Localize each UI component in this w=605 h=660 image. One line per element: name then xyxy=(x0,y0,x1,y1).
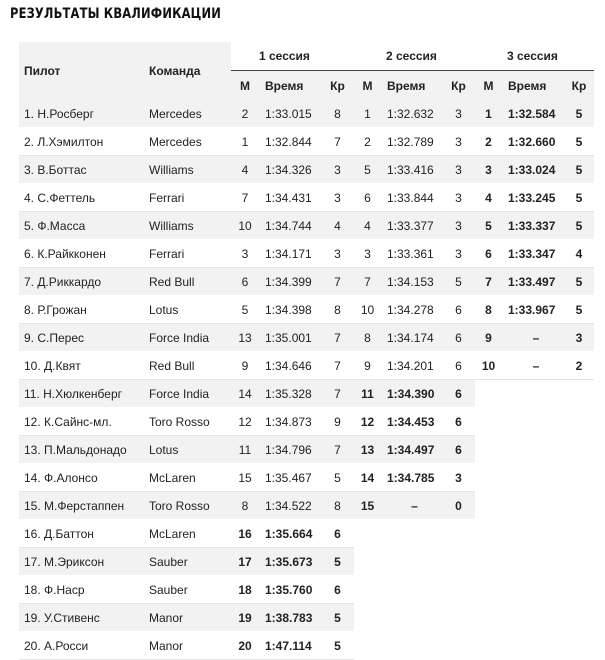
s3-laps-header: Кр xyxy=(564,71,594,101)
table-row xyxy=(19,324,594,352)
s3-laps: 5 xyxy=(564,268,594,296)
s2-laps: 3 xyxy=(442,240,475,268)
s3-time: 1:33.497 xyxy=(502,268,564,296)
s1-position: 17 xyxy=(231,548,259,576)
table-row xyxy=(19,492,594,520)
empty-cell xyxy=(442,632,475,660)
s1-laps: 6 xyxy=(321,520,354,548)
team-name: Ferrari xyxy=(144,184,231,212)
s1-position: 6 xyxy=(231,268,259,296)
s1-time: 1:34.522 xyxy=(259,492,321,520)
s2-position: 14 xyxy=(354,464,381,492)
s3-position: 1 xyxy=(475,100,502,128)
s1-position: 12 xyxy=(231,408,259,436)
team-name: Red Bull xyxy=(144,268,231,296)
table-row xyxy=(19,184,594,212)
s1-laps: 7 xyxy=(321,128,354,156)
s1-position: 13 xyxy=(231,324,259,352)
team-name: Williams xyxy=(144,212,231,240)
s1-position: 14 xyxy=(231,380,259,408)
s3-position: 6 xyxy=(475,240,502,268)
empty-cell xyxy=(354,548,381,576)
empty-cell xyxy=(354,604,381,632)
s2-laps: 3 xyxy=(442,464,475,492)
team-name: McLaren xyxy=(144,464,231,492)
table-row xyxy=(19,548,594,576)
team-name: Force India xyxy=(144,324,231,352)
empty-cell xyxy=(502,408,564,436)
s2-laps: 0 xyxy=(442,492,475,520)
s1-time: 1:33.015 xyxy=(259,100,321,128)
s1-position: 2 xyxy=(231,100,259,128)
s2-time: 1:33.361 xyxy=(381,240,442,268)
table-row xyxy=(19,100,594,128)
column-header-team: Команда xyxy=(144,42,231,100)
s1-laps: 8 xyxy=(321,296,354,324)
s1-time: 1:34.873 xyxy=(259,408,321,436)
s3-laps: 2 xyxy=(564,352,594,380)
s1-laps: 3 xyxy=(321,156,354,184)
pilot-name: 9. С.Перес xyxy=(19,324,144,352)
table-row xyxy=(19,576,594,604)
pilot-name: 18. Ф.Наср xyxy=(19,576,144,604)
s2-time: 1:34.497 xyxy=(381,436,442,464)
s3-position: 3 xyxy=(475,156,502,184)
team-name: Manor xyxy=(144,632,231,660)
team-name: Mercedes xyxy=(144,100,231,128)
s2-time: 1:34.153 xyxy=(381,268,442,296)
team-name: Williams xyxy=(144,156,231,184)
s2-time: 1:34.785 xyxy=(381,464,442,492)
s1-position: 15 xyxy=(231,464,259,492)
s3-laps: 3 xyxy=(564,324,594,352)
empty-cell xyxy=(381,520,442,548)
s2-time: 1:32.789 xyxy=(381,128,442,156)
empty-cell xyxy=(475,548,502,576)
s1-time: 1:34.744 xyxy=(259,212,321,240)
s2-laps: 3 xyxy=(442,100,475,128)
s1-laps: 5 xyxy=(321,464,354,492)
s1-laps: 5 xyxy=(321,632,354,660)
s1-laps: 7 xyxy=(321,324,354,352)
table-row xyxy=(19,156,594,184)
s3-laps: 5 xyxy=(564,296,594,324)
s1-position: 9 xyxy=(231,352,259,380)
s1-time: 1:35.001 xyxy=(259,324,321,352)
team-name: Sauber xyxy=(144,576,231,604)
s1-position-header: М xyxy=(231,71,259,101)
pilot-name: 19. У.Стивенс xyxy=(19,604,144,632)
table-row xyxy=(19,240,594,268)
s1-time: 1:35.467 xyxy=(259,464,321,492)
s1-position: 8 xyxy=(231,492,259,520)
empty-cell xyxy=(442,576,475,604)
empty-cell xyxy=(564,548,594,576)
empty-cell xyxy=(564,632,594,660)
s2-position-header: М xyxy=(354,71,381,101)
table-row xyxy=(19,408,594,436)
table-row xyxy=(19,520,594,548)
s1-position: 19 xyxy=(231,604,259,632)
pilot-name: 6. К.Райкконен xyxy=(19,240,144,268)
empty-cell xyxy=(475,576,502,604)
s2-position: 3 xyxy=(354,240,381,268)
s1-laps: 8 xyxy=(321,100,354,128)
s1-time: 1:34.431 xyxy=(259,184,321,212)
s3-time: 1:33.347 xyxy=(502,240,564,268)
s1-laps-header: Кр xyxy=(321,71,354,101)
empty-cell xyxy=(475,492,502,520)
s1-laps: 5 xyxy=(321,548,354,576)
s1-position: 10 xyxy=(231,212,259,240)
s2-position: 6 xyxy=(354,184,381,212)
empty-cell xyxy=(381,548,442,576)
s2-position: 2 xyxy=(354,128,381,156)
s1-laps: 7 xyxy=(321,352,354,380)
s1-laps: 8 xyxy=(321,492,354,520)
team-name: Force India xyxy=(144,380,231,408)
table-row xyxy=(19,352,594,380)
empty-cell xyxy=(381,604,442,632)
s1-laps: 7 xyxy=(321,436,354,464)
s2-position: 4 xyxy=(354,212,381,240)
s2-laps: 5 xyxy=(442,268,475,296)
column-header-pilot: Пилот xyxy=(19,42,144,100)
empty-cell xyxy=(475,520,502,548)
s2-laps-header: Кр xyxy=(442,71,475,101)
empty-cell xyxy=(442,604,475,632)
s2-position: 13 xyxy=(354,436,381,464)
team-name: Ferrari xyxy=(144,240,231,268)
table-row xyxy=(19,464,594,492)
team-name: Lotus xyxy=(144,436,231,464)
empty-cell xyxy=(354,576,381,604)
s2-laps: 6 xyxy=(442,296,475,324)
s1-position: 18 xyxy=(231,576,259,604)
s1-position: 20 xyxy=(231,632,259,660)
team-name: Toro Rosso xyxy=(144,492,231,520)
team-name: Mercedes xyxy=(144,128,231,156)
s3-position: 10 xyxy=(475,352,502,380)
s1-time: 1:34.796 xyxy=(259,436,321,464)
s1-time: 1:34.326 xyxy=(259,156,321,184)
s1-position: 11 xyxy=(231,436,259,464)
s2-laps: 6 xyxy=(442,436,475,464)
s3-time: – xyxy=(502,352,564,380)
s3-time-header: Время xyxy=(502,71,564,101)
s1-position: 3 xyxy=(231,240,259,268)
table-row xyxy=(19,436,594,464)
table-row xyxy=(19,268,594,296)
empty-cell xyxy=(564,576,594,604)
s3-time: 1:33.024 xyxy=(502,156,564,184)
empty-cell xyxy=(502,464,564,492)
s2-laps: 6 xyxy=(442,324,475,352)
s1-time: 1:34.646 xyxy=(259,352,321,380)
empty-cell xyxy=(564,520,594,548)
empty-cell xyxy=(502,548,564,576)
empty-cell xyxy=(564,492,594,520)
s3-position: 5 xyxy=(475,212,502,240)
s2-position: 8 xyxy=(354,324,381,352)
s1-time: 1:35.673 xyxy=(259,548,321,576)
empty-cell xyxy=(442,548,475,576)
s3-position-header: М xyxy=(475,71,502,101)
s3-laps: 4 xyxy=(564,240,594,268)
s1-time: 1:34.399 xyxy=(259,268,321,296)
s1-time: 1:34.398 xyxy=(259,296,321,324)
empty-cell xyxy=(564,408,594,436)
s3-position: 8 xyxy=(475,296,502,324)
pilot-name: 16. Д.Баттон xyxy=(19,520,144,548)
empty-cell xyxy=(502,576,564,604)
s2-time: 1:34.453 xyxy=(381,408,442,436)
empty-cell xyxy=(502,436,564,464)
empty-cell xyxy=(475,380,502,408)
s2-laps: 3 xyxy=(442,128,475,156)
s1-laps: 3 xyxy=(321,184,354,212)
team-name: Toro Rosso xyxy=(144,408,231,436)
s3-position: 2 xyxy=(475,128,502,156)
s1-laps: 5 xyxy=(321,604,354,632)
s1-laps: 4 xyxy=(321,212,354,240)
table-row xyxy=(19,296,594,324)
s3-laps: 5 xyxy=(564,128,594,156)
pilot-name: 8. Р.Грожан xyxy=(19,296,144,324)
s2-position: 5 xyxy=(354,156,381,184)
s2-position: 15 xyxy=(354,492,381,520)
team-name: Lotus xyxy=(144,296,231,324)
s2-time: – xyxy=(381,492,442,520)
team-name: Manor xyxy=(144,604,231,632)
s1-time: 1:34.171 xyxy=(259,240,321,268)
s2-position: 1 xyxy=(354,100,381,128)
s1-laps: 3 xyxy=(321,240,354,268)
pilot-name: 10. Д.Квят xyxy=(19,352,144,380)
pilot-name: 17. М.Эриксон xyxy=(19,548,144,576)
s3-time: 1:33.967 xyxy=(502,296,564,324)
pilot-name: 20. А.Росси xyxy=(19,632,144,660)
s2-time: 1:34.278 xyxy=(381,296,442,324)
empty-cell xyxy=(381,576,442,604)
s3-position: 4 xyxy=(475,184,502,212)
s2-time: 1:34.201 xyxy=(381,352,442,380)
team-name: Sauber xyxy=(144,548,231,576)
s3-laps: 5 xyxy=(564,212,594,240)
s2-time: 1:33.416 xyxy=(381,156,442,184)
s2-time: 1:32.632 xyxy=(381,100,442,128)
s1-time: 1:38.783 xyxy=(259,604,321,632)
s2-laps: 6 xyxy=(442,408,475,436)
s2-position: 7 xyxy=(354,268,381,296)
qualifying-results-table xyxy=(19,42,594,660)
s1-position: 5 xyxy=(231,296,259,324)
s2-time: 1:34.174 xyxy=(381,324,442,352)
s1-time: 1:35.760 xyxy=(259,576,321,604)
pilot-name: 1. Н.Росберг xyxy=(19,100,144,128)
empty-cell xyxy=(442,520,475,548)
s2-time: 1:33.844 xyxy=(381,184,442,212)
table-row xyxy=(19,380,594,408)
pilot-name: 12. К.Сайнс-мл. xyxy=(19,408,144,436)
empty-cell xyxy=(564,464,594,492)
empty-cell xyxy=(564,604,594,632)
pilot-name: 3. В.Боттас xyxy=(19,156,144,184)
s3-time: – xyxy=(502,324,564,352)
team-name: Red Bull xyxy=(144,352,231,380)
s2-laps: 6 xyxy=(442,352,475,380)
s1-position: 16 xyxy=(231,520,259,548)
s3-time: 1:32.584 xyxy=(502,100,564,128)
s2-laps: 3 xyxy=(442,184,475,212)
s2-position: 9 xyxy=(354,352,381,380)
s1-time: 1:35.328 xyxy=(259,380,321,408)
s2-position: 10 xyxy=(354,296,381,324)
s3-laps: 5 xyxy=(564,184,594,212)
table-row xyxy=(19,632,594,660)
s1-time: 1:35.664 xyxy=(259,520,321,548)
s3-laps: 5 xyxy=(564,156,594,184)
s1-time: 1:47.114 xyxy=(259,632,321,660)
s2-position: 12 xyxy=(354,408,381,436)
s1-position: 7 xyxy=(231,184,259,212)
session-3-header: 3 сессия xyxy=(475,42,594,71)
pilot-name: 2. Л.Хэмилтон xyxy=(19,128,144,156)
table-row xyxy=(19,604,594,632)
empty-cell xyxy=(354,520,381,548)
session-2-header: 2 сессия xyxy=(354,42,475,71)
s1-laps: 6 xyxy=(321,576,354,604)
s2-laps: 6 xyxy=(442,380,475,408)
page-title: РЕЗУЛЬТАТЫ КВАЛИФИКАЦИИ xyxy=(10,6,222,22)
empty-cell xyxy=(475,632,502,660)
s3-time: 1:33.337 xyxy=(502,212,564,240)
pilot-name: 15. М.Ферстаппен xyxy=(19,492,144,520)
s1-laps: 7 xyxy=(321,268,354,296)
s3-laps: 5 xyxy=(564,100,594,128)
s2-time-header: Время xyxy=(381,71,442,101)
s3-position: 9 xyxy=(475,324,502,352)
empty-cell xyxy=(475,408,502,436)
empty-cell xyxy=(564,436,594,464)
pilot-name: 5. Ф.Масса xyxy=(19,212,144,240)
s1-time: 1:32.844 xyxy=(259,128,321,156)
team-name: McLaren xyxy=(144,520,231,548)
s2-laps: 3 xyxy=(442,156,475,184)
s2-laps: 3 xyxy=(442,212,475,240)
s3-time: 1:33.245 xyxy=(502,184,564,212)
empty-cell xyxy=(502,604,564,632)
s3-time: 1:32.660 xyxy=(502,128,564,156)
pilot-name: 13. П.Мальдонадо xyxy=(19,436,144,464)
empty-cell xyxy=(502,492,564,520)
empty-cell xyxy=(502,380,564,408)
s1-laps: 7 xyxy=(321,380,354,408)
pilot-name: 11. Н.Хюлкенберг xyxy=(19,380,144,408)
table-row xyxy=(19,212,594,240)
s1-position: 4 xyxy=(231,156,259,184)
s1-time-header: Время xyxy=(259,71,321,101)
s3-position: 7 xyxy=(475,268,502,296)
s2-position: 11 xyxy=(354,380,381,408)
empty-cell xyxy=(502,520,564,548)
s1-position: 1 xyxy=(231,128,259,156)
s1-laps: 9 xyxy=(321,408,354,436)
s2-time: 1:33.377 xyxy=(381,212,442,240)
pilot-name: 14. Ф.Алонсо xyxy=(19,464,144,492)
empty-cell xyxy=(564,380,594,408)
empty-cell xyxy=(475,464,502,492)
session-1-header: 1 сессия xyxy=(231,42,354,71)
empty-cell xyxy=(381,632,442,660)
pilot-name: 7. Д.Риккардо xyxy=(19,268,144,296)
empty-cell xyxy=(475,436,502,464)
table-row xyxy=(19,128,594,156)
pilot-name: 4. С.Феттель xyxy=(19,184,144,212)
empty-cell xyxy=(354,632,381,660)
empty-cell xyxy=(475,604,502,632)
s2-time: 1:34.390 xyxy=(381,380,442,408)
empty-cell xyxy=(502,632,564,660)
